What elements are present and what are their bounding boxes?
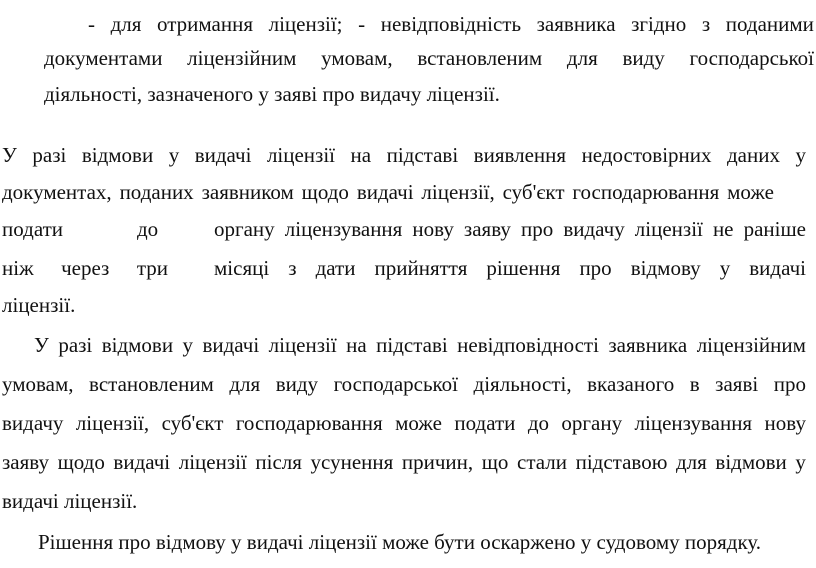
word: у [719, 256, 731, 280]
word: через [61, 256, 110, 280]
word: виявлення [473, 143, 567, 167]
word: видачу [563, 217, 625, 241]
word: разі [32, 143, 67, 167]
p3-line-3 [2, 411, 806, 435]
word: на [350, 143, 372, 167]
word: щодо [57, 450, 105, 474]
word: ліцензування [284, 217, 403, 241]
word: видачі [194, 143, 252, 167]
word: прийняття [374, 256, 468, 280]
word: щодо [301, 180, 349, 204]
word: відмови [81, 143, 154, 167]
word: до [137, 217, 159, 241]
word: місяці [214, 256, 270, 280]
word: з [288, 256, 297, 280]
word: поданими [725, 12, 814, 36]
word: поданих [119, 180, 194, 204]
word: документах, [2, 180, 112, 204]
word: видачу [2, 411, 64, 435]
word: подати [454, 411, 516, 435]
word: ліцензійним [696, 333, 806, 357]
word: у [182, 333, 194, 357]
p1-line-2 [44, 46, 814, 70]
word: дати [315, 256, 356, 280]
word: ліцензії [634, 217, 703, 241]
p2-line-4 [2, 256, 806, 280]
word: причин, [401, 450, 474, 474]
word: невідповідності [457, 333, 599, 357]
word: органу [561, 411, 623, 435]
word: видачі [749, 256, 806, 280]
word: вказаного [587, 372, 675, 396]
word: про [520, 217, 554, 241]
line-rest [214, 217, 806, 241]
word: встановленим [89, 372, 214, 396]
line-lead [2, 256, 168, 280]
word: документами [44, 46, 163, 70]
word: господарської [689, 46, 814, 70]
word: - [358, 12, 366, 36]
word: раніше [743, 217, 806, 241]
word: даних [727, 143, 780, 167]
word: заявника [608, 333, 688, 357]
word: для [566, 46, 598, 70]
word: ліцензування [634, 411, 753, 435]
word: умовам, [321, 46, 393, 70]
p3-line-2 [2, 372, 806, 396]
word: заяві [715, 372, 759, 396]
word: виду [622, 46, 665, 70]
word: разі [58, 333, 93, 357]
word: У [34, 333, 49, 357]
word: господарської [333, 372, 459, 396]
word: видачі [356, 180, 414, 204]
word: про [773, 372, 806, 396]
word: заявника [536, 12, 616, 36]
word: заяву [463, 217, 511, 241]
word: ліцензії [178, 450, 247, 474]
word: підставою [575, 450, 668, 474]
word: стали [517, 450, 567, 474]
word: в [689, 372, 700, 396]
word: ліцензії [268, 333, 337, 357]
p2-line-5: ліцензії. [2, 293, 76, 317]
word: ліцензії; [268, 12, 343, 36]
word: заяву [2, 450, 49, 474]
word: рішення [486, 256, 561, 280]
word: ніж [2, 256, 34, 280]
word: для [110, 12, 142, 36]
p3-line-1 [34, 333, 806, 357]
word: виду [275, 372, 319, 396]
word: для [229, 372, 261, 396]
word: ліцензії, [75, 411, 150, 435]
word: для [675, 450, 707, 474]
word: підставі [386, 143, 459, 167]
p1-line-1 [88, 12, 814, 36]
word: що [481, 450, 509, 474]
word: нову [412, 217, 454, 241]
word: відмову [630, 256, 701, 280]
p2-line-2 [2, 180, 774, 204]
word: видачі [113, 450, 171, 474]
word: відмови [715, 450, 787, 474]
word: діяльності, [473, 372, 572, 396]
word: усунення [310, 450, 394, 474]
word: може [727, 180, 774, 204]
word: встановленим [417, 46, 543, 70]
word: органу [214, 217, 275, 241]
word: ліцензійним [187, 46, 297, 70]
p1-line-3: діяльності, зазначеного у заяві про видачу ліцензії. [44, 82, 500, 106]
word: з [701, 12, 711, 36]
word: У [2, 143, 17, 167]
p4-line-1: Рішення про відмову у видачі ліцензії може бути оскаржено у судовому порядку. [38, 530, 762, 554]
word: ліцензії, [421, 180, 495, 204]
word: після [255, 450, 302, 474]
word: отримання [157, 12, 254, 36]
word: умовам, [2, 372, 74, 396]
word: підставі [376, 333, 448, 357]
word: до [527, 411, 549, 435]
word: подати [2, 217, 64, 241]
word: не [712, 217, 734, 241]
word: у [795, 450, 806, 474]
word: господарювання [235, 411, 383, 435]
p3-line-4 [2, 450, 806, 474]
word: три [136, 256, 168, 280]
word: у [168, 143, 180, 167]
word: - [88, 12, 95, 36]
word: недостовірних [581, 143, 712, 167]
word: може [395, 411, 442, 435]
word: суб'єкт [161, 411, 224, 435]
word: нову [764, 411, 806, 435]
word: на [346, 333, 367, 357]
p3-line-5: видачі ліцензії. [2, 489, 138, 513]
word: згідно [631, 12, 687, 36]
word: видачі [202, 333, 260, 357]
word: про [579, 256, 612, 280]
word: невідповідність [380, 12, 522, 36]
word: заявником [201, 180, 294, 204]
word: у [795, 143, 806, 167]
word: ліцензії [266, 143, 336, 167]
line-rest [214, 256, 806, 280]
word: суб'єкт [502, 180, 565, 204]
word: відмови [101, 333, 174, 357]
word: господарювання [572, 180, 720, 204]
p2-line-1 [2, 143, 806, 167]
p2-line-3 [2, 217, 806, 241]
